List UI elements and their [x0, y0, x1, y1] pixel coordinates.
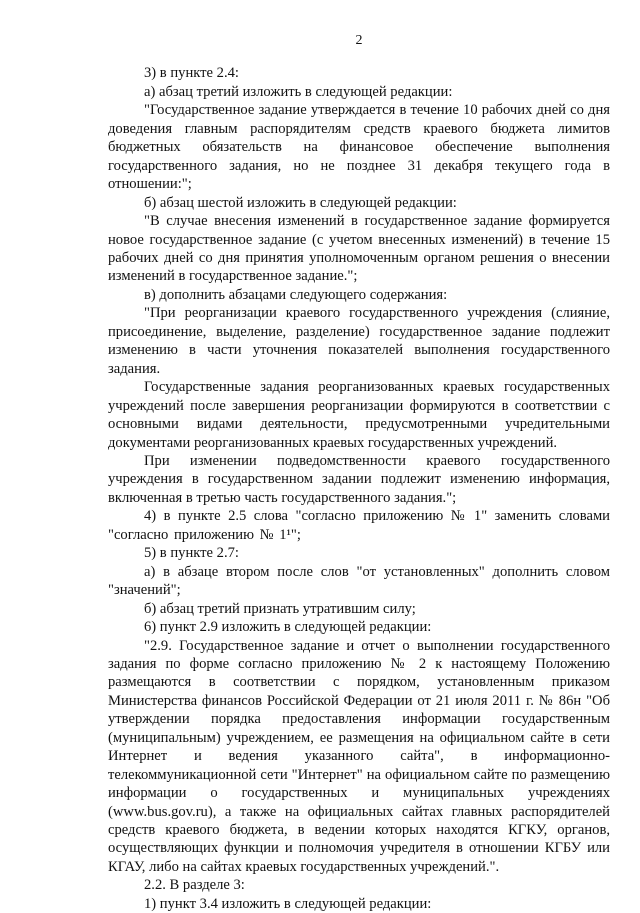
page-number: 2 [355, 33, 363, 48]
paragraph: "Государственное задание утверждается в течение 10 рабочих дней со дня доведения главным распорядителям средств краевого бюджета лимитов бюджетных обязательств на финансовое обеспечение выполнения государственного задания, но не позднее 31 декабря текущего года в отношении:"; [108, 102, 610, 193]
paragraph: 1) пункт 3.4 изложить в следующей редакции: [144, 895, 432, 912]
document-page [108, 32, 610, 913]
paragraph: "При реорганизации краевого государственного учреждения (слияние, присоединение, выделение, разделение) государственное задание подлежит изменению в части уточнения показателей выполнения государственного задания. [108, 305, 610, 377]
paragraph: 6) пункт 2.9 изложить в следующей редакции: [144, 619, 432, 636]
paragraph: а) в абзаце втором после слов "от установленных" дополнить словом "значений"; [108, 563, 610, 599]
document-body [108, 64, 610, 913]
paragraph: 2.2. В разделе 3: [144, 877, 245, 894]
paragraph: "2.9. Государственное задание и отчет о выполнении государственного задания по форме согласно приложению № 2 к настоящему Положению размещаются в соответствии с порядком, установленным приказом Министерства финансов Российской Федерации от 21 июля 2011 г. № 86н "Об утверждении порядка предоставления информации государственным (муниципальным) учреждением, ее размещения на официальном сайте в сети Интернет и ведения указанного сайта", в информационно-телекоммуникационной сети "Интернет" на официальном сайте по размещению информации о государственных и муниципальных учреждениях (www.bus.gov.ru), а также на официальных сайтах главных распорядителей средств краевого бюджета, в ведении которых находятся КГКУ, органов, осуществляющих функции и полномочия учредителя в отношении КГБУ или КГАУ, либо на сайтах краевых государственных учреждений.". [108, 637, 610, 875]
paragraph: 4) в пункте 2.5 слова "согласно приложению № 1" заменить словами "согласно приложению № 1¹"; [108, 508, 610, 543]
paragraph: "В случае внесения изменений в государственное задание формируется новое государственное задание (с учетом внесенных изменений) в течение 15 рабочих дней со дня принятия уполномоченным органом решения о внесении изменений в государственное задание."; [108, 213, 610, 285]
paragraph: б) абзац шестой изложить в следующей редакции: [144, 194, 457, 211]
paragraph: а) абзац третий изложить в следующей редакции: [144, 83, 453, 100]
paragraph: в) дополнить абзацами следующего содержания: [144, 286, 448, 303]
paragraph: Государственные задания реорганизованных краевых государственных учреждений после завершения реорганизации формируются в соответствии с основными видами деятельности, предусмотренными учредительными документами реорганизованных краевых государственных учреждений. [108, 379, 610, 451]
paragraph: б) абзац третий признать утратившим силу; [144, 600, 416, 617]
paragraph: 5) в пункте 2.7: [144, 545, 239, 562]
paragraph: При изменении подведомственности краевого государственного учреждения в государственном задании подлежит изменению информация, включенная в третью часть государственного задания."; [108, 452, 610, 506]
paragraph: 3) в пункте 2.4: [144, 65, 239, 82]
